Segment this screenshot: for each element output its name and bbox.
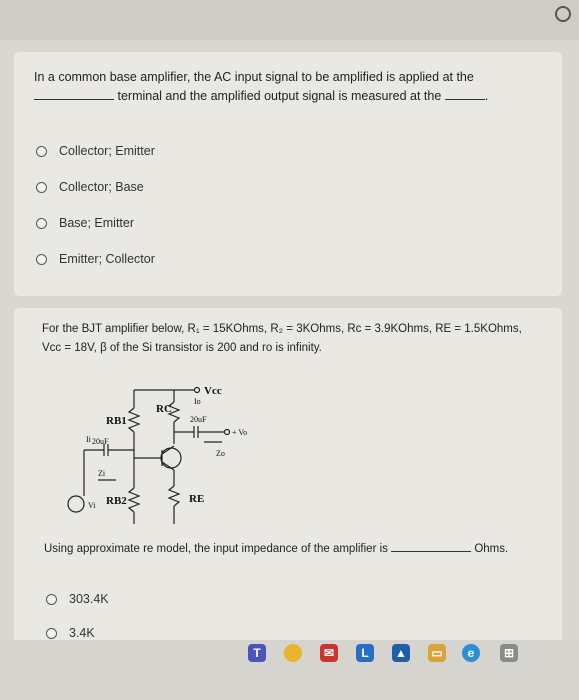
option-label: 303.4K <box>69 592 109 606</box>
option-label: 3.4K <box>69 626 95 640</box>
q2-option-2[interactable] <box>46 626 95 640</box>
question-card-2 <box>14 308 562 648</box>
question-2-line1: For the BJT amplifier below, R₁ = 15KOhms, R₂ = 3KOhms, Rc = 3.9KOhms, RE = 1.5KOhms, <box>42 323 522 335</box>
question-card-1 <box>14 52 562 296</box>
teams-icon[interactable]: T <box>248 644 266 662</box>
question-2-prompt <box>44 540 554 559</box>
blank-2 <box>445 99 485 100</box>
radio-button[interactable] <box>46 594 57 605</box>
blank-1 <box>34 99 114 100</box>
bjt-amplifier-circuit <box>44 378 304 528</box>
rc-label: RC <box>156 403 172 415</box>
q1-option-4[interactable] <box>36 252 155 266</box>
q1-option-2[interactable] <box>36 180 144 194</box>
chrome-icon[interactable] <box>284 644 302 662</box>
l-app-label: L <box>361 646 369 660</box>
rb1-label: RB1 <box>106 415 127 427</box>
question-1-line1: In a common base amplifier, the AC input signal to be amplified is applied at the <box>34 70 474 84</box>
rb2-label: RB2 <box>106 495 127 507</box>
vcc-label: Vcc <box>204 385 222 397</box>
zi-label: Zi <box>98 469 106 478</box>
q2-option-1[interactable] <box>46 592 109 606</box>
vi-label: Vi <box>88 501 96 510</box>
radio-button[interactable] <box>36 182 47 193</box>
answer-blank <box>391 551 471 552</box>
question-1-line2: terminal and the amplified output signal is measured at the <box>117 89 442 103</box>
search-icon[interactable] <box>555 6 571 22</box>
re-label: RE <box>189 493 205 505</box>
question-2-text <box>42 320 552 358</box>
edge-icon[interactable]: e <box>462 644 480 662</box>
top-bar <box>0 0 579 40</box>
radio-button[interactable] <box>36 254 47 265</box>
option-label: Emitter; Collector <box>59 252 155 266</box>
unit-label: Ohms. <box>474 543 509 555</box>
cap-in-label: 20uF <box>92 437 109 446</box>
zo-label: Zo <box>216 449 225 458</box>
option-label: Base; Emitter <box>59 216 135 230</box>
q1-option-1[interactable] <box>36 144 155 158</box>
vo-label: + Vo <box>232 428 248 437</box>
radio-button[interactable] <box>46 628 57 639</box>
io-label: Io <box>194 397 201 406</box>
files-icon[interactable]: ▭ <box>428 644 446 662</box>
cap-out-label: 20uF <box>190 415 207 424</box>
radio-button[interactable] <box>36 218 47 229</box>
arrow-app-icon[interactable]: ▲ <box>392 644 410 662</box>
l-app-icon[interactable] <box>356 644 374 662</box>
q1-option-3[interactable] <box>36 216 134 230</box>
grid-icon[interactable]: ⊞ <box>500 644 518 662</box>
option-label: Collector; Base <box>59 180 144 194</box>
question-2-line2: Vcc = 18V, β of the Si transistor is 200 and ro is infinity. <box>42 342 322 354</box>
ii-label: Ii <box>86 435 91 444</box>
mail-icon[interactable]: ✉ <box>320 644 338 662</box>
prompt-text: Using approximate re model, the input impedance of the amplifier is <box>44 543 388 555</box>
option-label: Collector; Emitter <box>59 144 155 158</box>
question-1-text: In a common base amplifier, the AC input signal to be amplified is applied at the terminal and the amplified output signal is measured at the . <box>34 70 489 103</box>
radio-button[interactable] <box>36 146 47 157</box>
